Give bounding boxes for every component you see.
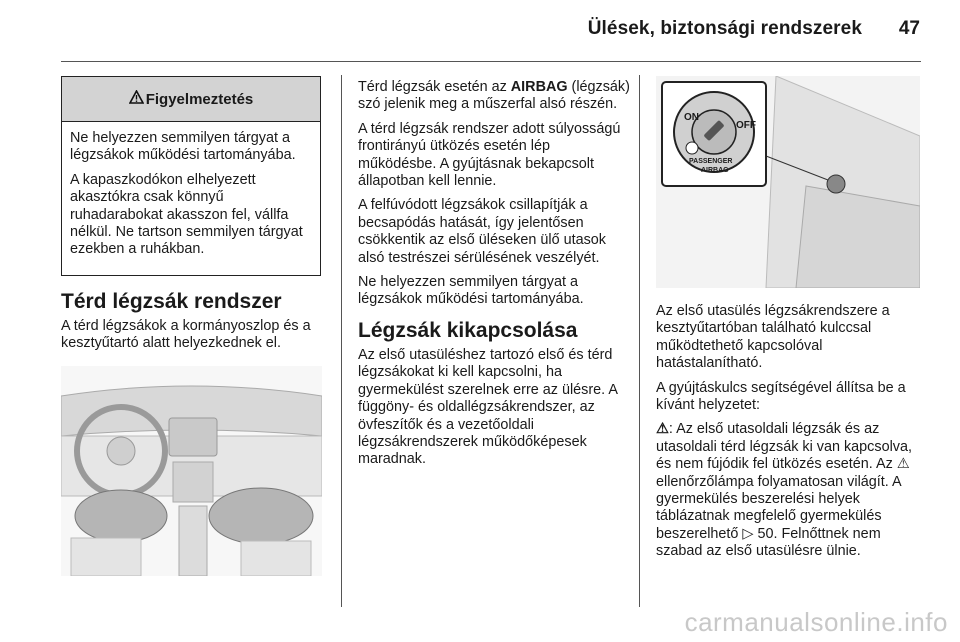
- paragraph-warning: Ne helyezzen semmilyen tárgyat a légzsákok működési tartományába.: [358, 274, 584, 308]
- page-number: 47: [898, 18, 920, 39]
- paragraph-protection: A felfúvódott légzsákok csillapítják a becsapódás hatását, így jelentősen csökkentik az első üléseken ülő utasok alsó testrészei sérülésének veszélyét.: [358, 197, 606, 266]
- warning-text-1: Ne helyezzen semmilyen tárgyat a légzsákok működési tartományába.: [70, 130, 296, 164]
- paragraph-set-position: A gyújtáskulcs segítségével állítsa be a kívánt helyzetet:: [656, 379, 906, 414]
- paragraph-off-state: [656, 421, 924, 560]
- cross-reference-icon: ▷: [742, 525, 758, 542]
- column-divider-2: [639, 75, 640, 607]
- text-fragment: Térd légzsák esetén az: [358, 79, 511, 95]
- switch-off-label: OFF: [736, 120, 756, 131]
- column-2: [358, 79, 630, 476]
- paragraph-key-switch: Az első utasülés légzsákrendszere a kesztyűtartóban található kulccsal működtethető kapcsolóval hatástalanítható.: [656, 303, 890, 372]
- airbag-label-paragraph: [358, 79, 630, 114]
- section-knee-airbag: [61, 290, 327, 360]
- section-heading-knee-airbag: Térd légzsák rendszer: [61, 290, 282, 313]
- dashboard-knee-airbag-illustration: [61, 366, 322, 576]
- warning-header: [62, 77, 320, 122]
- warning-text-2: A kapaszkodókon elhelyezett akasztókra csak könnyű ruhadarabokat akasszon fel, vállfa nélkül. Ne tartson semmilyen tárgyat ezekben a ruhákban.: [70, 171, 303, 258]
- passenger-airbag-switch-illustration: [656, 76, 920, 288]
- cross-reference-text: 50. Felnőttnek nem szabad az első utasülésre ülnie.: [656, 525, 881, 560]
- warning-box: [61, 76, 321, 276]
- switch-on-label: ON: [684, 112, 699, 123]
- warning-heading: Figyelmeztetés: [145, 90, 254, 108]
- airbag-off-icon: ⚠: [896, 456, 910, 473]
- column-3: [656, 303, 924, 568]
- switch-label-passenger: PASSENGER: [689, 158, 733, 165]
- airbag-off-icon: ⚠: [656, 421, 669, 438]
- section-text-knee-airbag: A térd légzsákok a kormányoszlop és a kesztyűtartó alatt helyezkednek el.: [61, 318, 311, 352]
- text-fragment: ellenőrzőlámpa folyamatosan világít. A gyermekülés beszerelési helyek táblázatnak megfelelő gyermekülés beszerelhető: [656, 473, 901, 542]
- text-fragment: : Az első utasoldali légzsák és az utasoldali térd légzsák ki van kapcsolva, és nem fújódik fel ütközés esetén. Az: [656, 421, 912, 473]
- column-divider-1: [341, 75, 342, 607]
- header-rule: [61, 61, 921, 62]
- switch-label-airbag: AIRBAG: [701, 167, 729, 174]
- airbag-keyword: AIRBAG: [510, 79, 568, 95]
- section-heading-deactivation: Légzsák kikapcsolása: [358, 318, 578, 342]
- watermark: carmanualsonline.info: [684, 607, 948, 637]
- page-header: [0, 18, 960, 48]
- text-fragment: (légzsák) szó jelenik meg a műszerfal alsó részén.: [358, 79, 630, 113]
- warning-triangle-icon: [129, 90, 144, 109]
- paragraph-deploy: A térd légzsák rendszer adott súlyosságú frontirányú ütközés esetén lép működésbe. A gyújtásnak bekapcsolt állapotban kell lennie.: [358, 120, 621, 190]
- page-title: Ülések, biztonsági rendszerek: [587, 18, 862, 39]
- paragraph-deactivation: Az első utasüléshez tartozó első és térd légzsákokat ki kell kapcsolni, ha gyermekülést szerelnek erre az ülésre. A függöny- és oldallégzsákrendszer, az övfeszítők és a vezetőoldali légzsákrendszerek működőképesek maradnak.: [358, 346, 618, 468]
